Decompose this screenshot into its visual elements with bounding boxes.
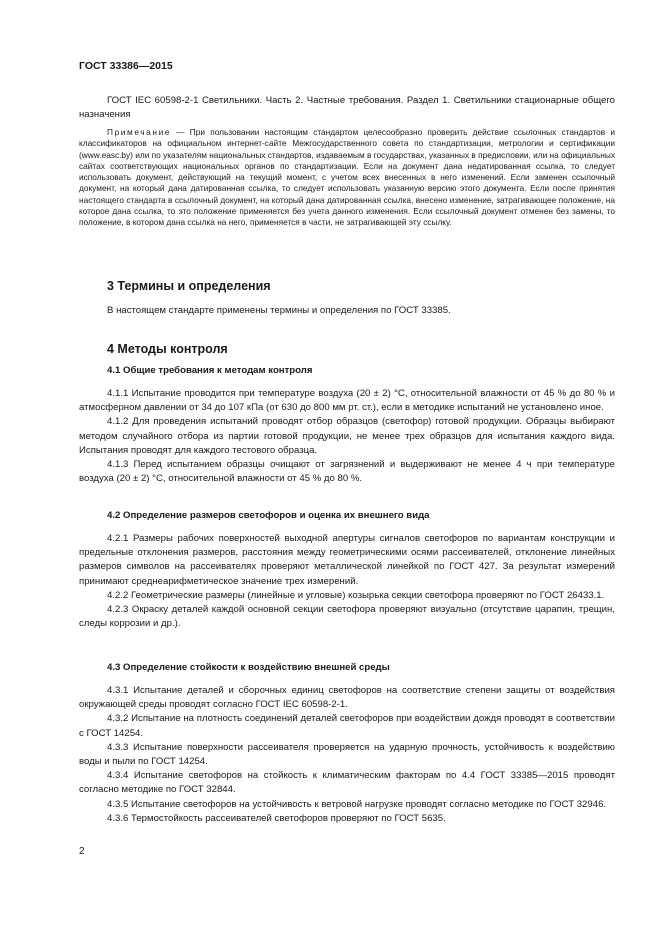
- document-header: ГОСТ 33386—2015: [79, 60, 173, 72]
- paragraph-4-3-2: 4.3.2 Испытание на плотность соединений деталей светофоров при воздействии дождя проводят в соответствии с ГОСТ 14254.: [79, 713, 615, 739]
- paragraph-4-1-2: 4.1.2 Для проведения испытаний проводят отбор образцов (светофор) готовой продукции. Образцы выбирают методом случайного отбора из партии готовой продукции, не менее трех образцов для испытания каждого вида. Испытания проводят для каждого тестового образца.: [79, 416, 615, 456]
- normative-reference: [79, 94, 615, 122]
- subsection-4-2-title: 4.2 Определение размеров светофоров и оценка их внешнего вида: [107, 510, 430, 521]
- paragraph-4-1-1: 4.1.1 Испытание проводится при температуре воздуха (20 ± 2) °С, относительной влажности от 45 % до 80 % и атмосферном давлении от 34 до 107 кПа (от 630 до 800 мм рт. ст.), если в методике испытаний не установлено иное.: [79, 388, 615, 414]
- subsection-4-3: [79, 661, 615, 826]
- note-label: Примечание: [107, 127, 172, 137]
- paragraph-4-3-6: 4.3.6 Термостойкость рассеивателей светофоров проверяют по ГОСТ 5635.: [107, 812, 446, 824]
- paragraph-4-3-1: 4.3.1 Испытание деталей и сборочных единиц светофоров на соответствие степени защиты от воздействия окружающей среды проводят согласно ГОСТ IEC 60598-2-1.: [79, 685, 615, 711]
- page-number: 2: [79, 846, 85, 857]
- paragraph-4-3-3: 4.3.3 Испытание поверхности рассеивателя проверяется на ударную прочность, устойчивость к воздействию воды и пыли по ГОСТ 14254.: [79, 741, 615, 768]
- subsection-4-3-title: 4.3 Определение стойкости к воздействию внешней среды: [107, 662, 390, 673]
- paragraph-4-3-4: 4.3.4 Испытание светофоров на стойкость к климатическим факторам по 4.4 ГОСТ 33385—2015 проводят согласно методике по ГОСТ 32844.: [79, 770, 615, 796]
- note-text: — При пользовании настоящим стандартом целесообразно проверить действие ссылочных стандартов и классификаторов на официальном интернет-сайте Межгосударственного совета по стандартизации, метрологии и сертификации (www.easc.by) или по указателям национальных стандартов, издаваемым в государствах, указанных в предисловии, или на официальных сайтах соответствующих национальных органов по стандартизации. Если на документ дана недатированная ссылка, то следует использовать документ, действующий на текущий момент, с учетом всех внесенных в него изменений. Если заменен ссылочный документ, на который дана датированная ссылка, то следует использовать указанную версию этого документа. Если после принятия настоящего стандарта в ссылочный документ, на который дана датированная ссылка, внесено изменение, затрагивающее положение, на которое дана ссылка, то это положение применяется без учета данного изменения. Если ссылочный документ отменен без замены, то положение, в котором дана ссылка на него, применяется в части, не затрагивающей эту ссылку.: [79, 127, 615, 228]
- subsection-4-1-title: 4.1 Общие требования к методам контроля: [107, 365, 313, 376]
- reference-item: ГОСТ IEC 60598-2-1 Светильники. Часть 2. Частные требования. Раздел 1. Светильники стационарные общего назначения: [79, 95, 615, 121]
- paragraph-4-2-2: 4.2.2 Геометрические размеры (линейные и угловые) козырька секции светофора проверяют по ГОСТ 26433.1.: [107, 589, 605, 601]
- paragraph-4-1-3: 4.1.3 Перед испытанием образцы очищают от загрязнений и выдерживают не менее 4 ч при температуре воздуха (20 ± 2) °С, относительной влажности от 45 % до 80 %.: [79, 459, 615, 485]
- section-3-text: В настоящем стандарте применены термины и определения по ГОСТ 33385.: [107, 305, 451, 316]
- subsection-4-2: [79, 509, 615, 631]
- subsection-4-1: [79, 364, 615, 486]
- paragraph-4-2-3: 4.2.3 Окраску деталей каждой основной секции светофора проверяют визуально (отсутствие царапин, трещин, следы коррозии и др.).: [79, 604, 615, 630]
- section-4-title: 4 Методы контроля: [107, 342, 228, 356]
- section-3: [79, 278, 615, 318]
- section-3-title: 3 Термины и определения: [107, 279, 271, 293]
- paragraph-4-3-5: 4.3.5 Испытание светофоров на устойчивость к ветровой нагрузке проводят согласно методике по ГОСТ 32946.: [107, 798, 607, 810]
- note-paragraph: [79, 127, 615, 229]
- paragraph-4-2-1: 4.2.1 Размеры рабочих поверхностей выходной апертуры сигналов светофоров по вариантам конструкции и предельные отклонения размеров, расстояния между геометрическими осями рассеивателей, отклонение линейных размеров символов на рассеивателях проверяют металлической линейкой по ГОСТ 427. За результат измерений принимают среднеарифметическое значение трех измерений.: [79, 533, 615, 587]
- section-4: [79, 341, 615, 357]
- note-block: [79, 127, 615, 229]
